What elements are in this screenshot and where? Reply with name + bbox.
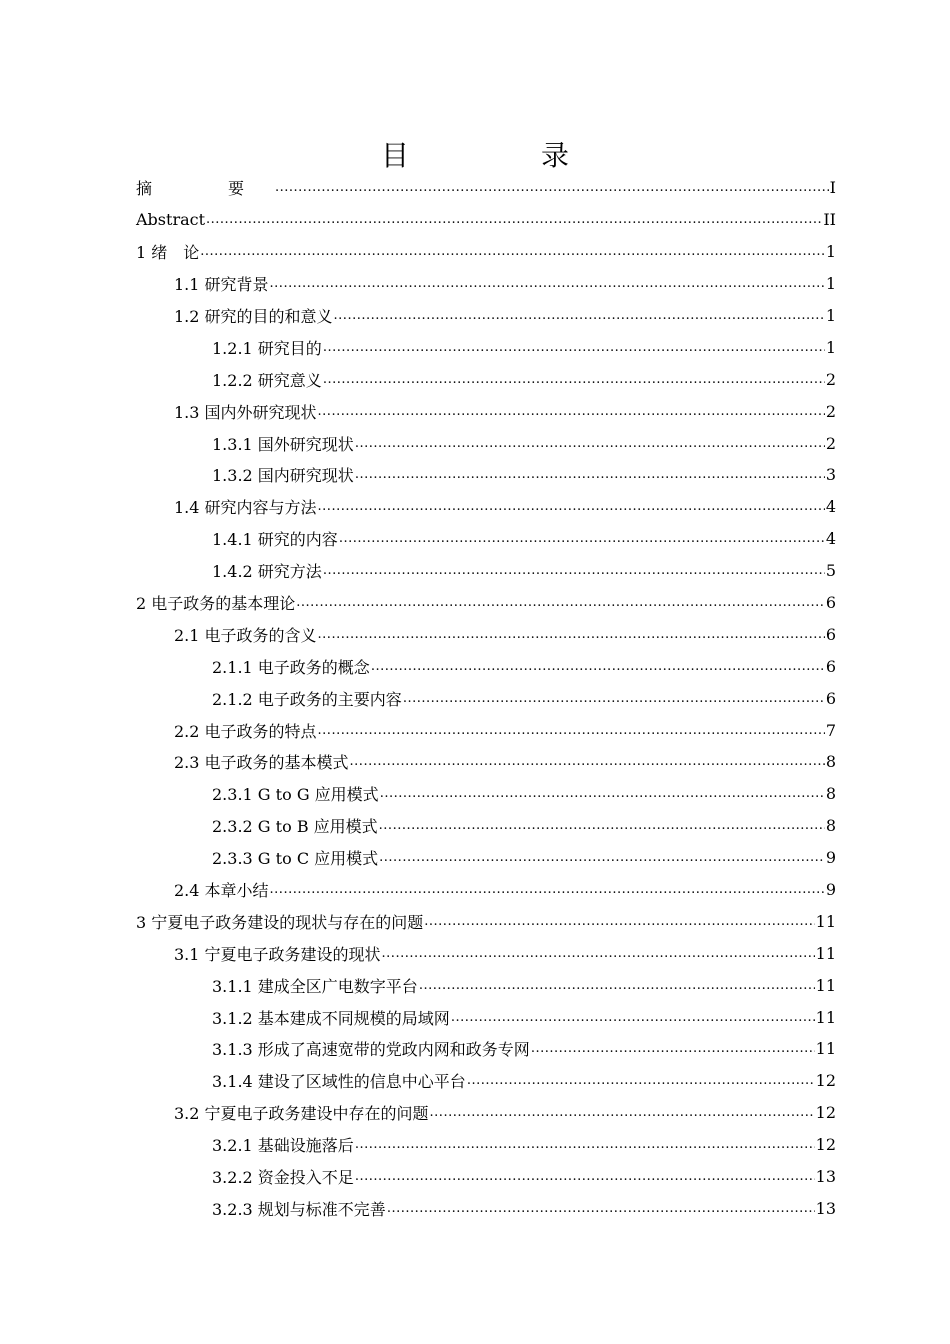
toc-page-number: 4 <box>825 529 836 549</box>
toc-entry-title: 3.1 宁夏电子政务建设的现状 <box>174 944 381 964</box>
toc-entry-title: 2.3.1 G to G 应用模式 <box>212 785 379 805</box>
toc-entry-title: 3.1.4 建设了区域性的信息中心平台 <box>212 1072 466 1092</box>
toc-entry[interactable] <box>136 810 836 842</box>
toc-page-number: 2 <box>825 369 836 389</box>
toc-page-number: 9 <box>825 880 836 900</box>
toc-page-number: 8 <box>825 784 836 804</box>
toc-entry[interactable] <box>136 300 836 332</box>
toc-page-number: II <box>823 210 836 230</box>
toc-dot-leader <box>382 946 815 961</box>
toc-page-number: 11 <box>815 1007 836 1027</box>
toc-dot-leader <box>323 372 825 387</box>
toc-page-number: 7 <box>825 720 836 740</box>
toc-entry[interactable] <box>136 395 836 427</box>
toc-entry-title: 1.4 研究内容与方法 <box>174 498 317 518</box>
toc-entry-title: 2.1.2 电子政务的主要内容 <box>212 689 402 709</box>
toc-entry-title: 1.3.2 国内研究现状 <box>212 466 354 486</box>
toc-page-number: 13 <box>815 1167 836 1187</box>
toc-entry[interactable] <box>136 650 836 682</box>
toc-page-number: 6 <box>825 656 836 676</box>
toc-entry-title: 2.4 本章小结 <box>174 881 269 901</box>
toc-page-number: I <box>829 178 836 198</box>
toc-entry[interactable] <box>136 331 836 363</box>
toc-entry[interactable] <box>136 555 836 587</box>
toc-entry-title: 3.2.1 基础设施落后 <box>212 1136 354 1156</box>
toc-entry-title: 1 绪 论 <box>136 243 200 263</box>
toc-entry[interactable] <box>136 746 836 778</box>
toc-entry[interactable] <box>136 1097 836 1129</box>
toc-dot-leader <box>355 1137 815 1152</box>
toc-page-number: 8 <box>825 816 836 836</box>
toc-entry[interactable] <box>136 842 836 874</box>
toc-entry-title: 摘 要 <box>136 179 275 199</box>
toc-entry-title: 1.2 研究的目的和意义 <box>174 307 333 326</box>
toc-dot-leader <box>355 467 825 482</box>
toc-dot-leader <box>403 691 825 706</box>
toc-entry-title: 2.2 电子政务的特点 <box>174 721 317 741</box>
toc-dot-leader <box>379 818 825 833</box>
toc-page-number: 11 <box>815 943 836 963</box>
toc-page-number: 11 <box>815 975 836 995</box>
toc-dot-leader <box>323 340 825 355</box>
toc-dot-leader <box>200 244 825 259</box>
toc-entry[interactable] <box>136 618 836 650</box>
toc-entry-title: 3.2.2 资金投入不足 <box>212 1168 354 1188</box>
toc-page-number: 9 <box>825 848 836 868</box>
toc-entry[interactable] <box>136 969 836 1001</box>
toc-entry-title: 1.1 研究背景 <box>174 275 269 295</box>
toc-entry[interactable] <box>136 1193 836 1225</box>
toc-entry-title: 3.2.3 规划与标准不完善 <box>212 1199 386 1219</box>
toc-entry[interactable] <box>136 1129 836 1161</box>
toc-dot-leader <box>270 882 825 897</box>
toc-entry-title: 3.1.3 形成了高速宽带的党政内网和政务专网 <box>212 1040 530 1060</box>
toc-page-number: 12 <box>815 1135 836 1155</box>
toc-dot-leader <box>318 627 825 642</box>
toc-dot-leader <box>270 276 825 291</box>
toc-entry-title: 3.1.2 基本建成不同规模的局域网 <box>212 1008 450 1028</box>
toc-page-number: 1 <box>825 242 836 262</box>
toc-dot-leader <box>275 180 829 195</box>
toc-entry[interactable] <box>136 204 836 236</box>
toc-page-number: 3 <box>825 465 836 485</box>
toc-dot-leader <box>451 1010 815 1025</box>
toc-entry-title: 1.3 国内外研究现状 <box>174 402 317 422</box>
toc-entry-title: 2.3 电子政务的基本模式 <box>174 753 349 773</box>
toc-entry[interactable] <box>136 714 836 746</box>
toc-dot-leader <box>350 754 825 769</box>
toc-page-number: 13 <box>815 1198 836 1218</box>
toc-page-number: 6 <box>825 593 836 613</box>
toc-page-number: 2 <box>825 433 836 453</box>
toc-page-number: 11 <box>815 1039 836 1059</box>
table-of-contents <box>136 172 836 1224</box>
toc-dot-leader <box>339 531 825 546</box>
toc-entry-title: 2.3.2 G to B 应用模式 <box>212 817 378 837</box>
toc-entry-title: Abstract <box>136 210 206 230</box>
toc-entry[interactable] <box>136 172 836 204</box>
toc-dot-leader <box>467 1073 815 1088</box>
toc-entry-title: 1.2.2 研究意义 <box>212 370 322 390</box>
toc-entry[interactable] <box>136 905 836 937</box>
toc-entry[interactable] <box>136 937 836 969</box>
toc-page-number: 1 <box>825 306 836 325</box>
toc-page-number: 1 <box>825 274 836 294</box>
toc-page-number: 11 <box>815 911 836 931</box>
toc-entry-title: 2 电子政务的基本理论 <box>136 594 296 614</box>
toc-dot-leader <box>318 499 825 514</box>
toc-dot-leader <box>531 1041 815 1056</box>
toc-dot-leader <box>355 436 825 451</box>
toc-entry[interactable] <box>136 491 836 523</box>
toc-entry[interactable] <box>136 1033 836 1065</box>
toc-entry[interactable] <box>136 1065 836 1097</box>
toc-entry[interactable] <box>136 874 836 906</box>
toc-entry[interactable] <box>136 427 836 459</box>
toc-entry-title: 3.2 宁夏电子政务建设中存在的问题 <box>174 1104 429 1124</box>
toc-dot-leader <box>355 1169 815 1184</box>
toc-entry-title: 3 宁夏电子政务建设的现状与存在的问题 <box>136 912 424 932</box>
toc-entry[interactable] <box>136 459 836 491</box>
toc-dot-leader <box>318 723 825 738</box>
toc-page-number: 6 <box>825 688 836 708</box>
toc-page-number: 1 <box>825 337 836 357</box>
toc-dot-leader <box>379 850 825 865</box>
toc-page-number: 4 <box>825 497 836 517</box>
toc-page-number: 5 <box>825 561 836 581</box>
toc-entry-title: 2.3.3 G to C 应用模式 <box>212 849 379 869</box>
toc-entry-title: 1.4.1 研究的内容 <box>212 530 338 550</box>
toc-dot-leader <box>206 212 822 227</box>
toc-dot-leader <box>334 308 825 323</box>
toc-dot-leader <box>323 563 825 578</box>
toc-page-number: 12 <box>815 1103 836 1123</box>
toc-entry-title: 2.1.1 电子政务的概念 <box>212 657 370 677</box>
toc-entry[interactable] <box>136 778 836 810</box>
toc-entry-title: 1.4.2 研究方法 <box>212 562 322 582</box>
toc-page-number: 8 <box>825 752 836 772</box>
toc-entry[interactable] <box>136 363 836 395</box>
toc-page-number: 6 <box>825 624 836 644</box>
toc-page-number: 12 <box>815 1071 836 1091</box>
toc-entry[interactable] <box>136 1161 836 1193</box>
toc-entry[interactable] <box>136 682 836 714</box>
toc-entry-title: 2.1 电子政务的含义 <box>174 625 317 645</box>
toc-dot-leader <box>424 914 814 929</box>
toc-dot-leader <box>296 595 825 610</box>
toc-entry[interactable] <box>136 236 836 268</box>
toc-dot-leader <box>371 659 825 674</box>
toc-entry[interactable] <box>136 1001 836 1033</box>
toc-dot-leader <box>380 786 825 801</box>
toc-entry-title: 1.3.1 国外研究现状 <box>212 434 354 454</box>
toc-dot-leader <box>387 1201 815 1216</box>
toc-dot-leader <box>430 1105 815 1120</box>
toc-entry-title: 3.1.1 建成全区广电数字平台 <box>212 976 418 996</box>
toc-dot-leader <box>318 404 825 419</box>
toc-entry[interactable] <box>136 587 836 619</box>
page-title: 目 录 <box>380 139 621 172</box>
toc-entry-title: 1.2.1 研究目的 <box>212 338 322 358</box>
toc-entry[interactable] <box>136 268 836 300</box>
toc-dot-leader <box>419 978 815 993</box>
toc-page-number: 2 <box>825 401 836 421</box>
toc-entry[interactable] <box>136 523 836 555</box>
